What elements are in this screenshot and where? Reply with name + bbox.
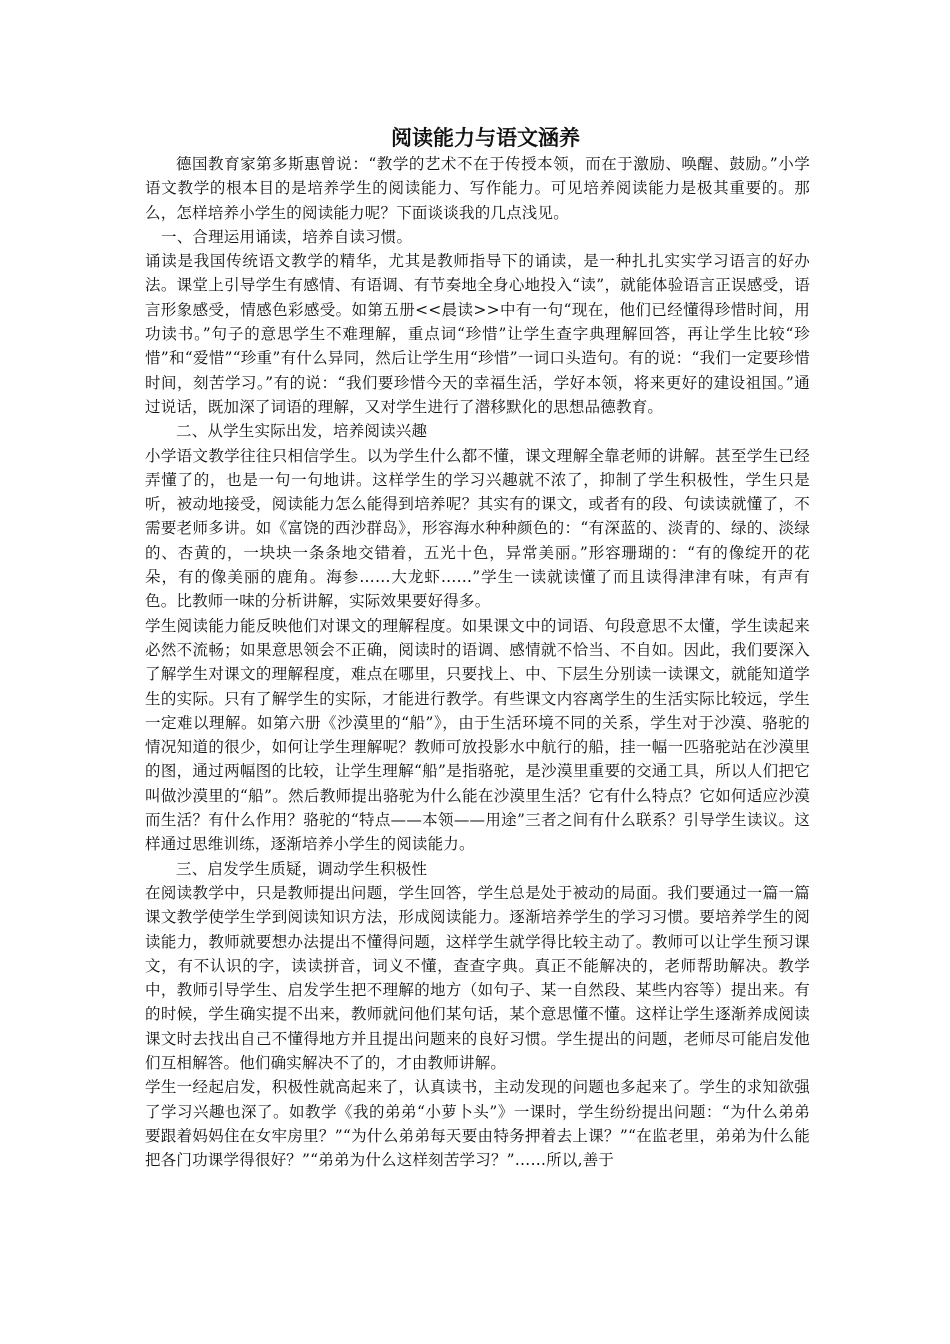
intro-paragraph: 德国教育家第多斯惠曾说：“教学的艺术不在于传授本领，而在于激励、唤醒、鼓励。”小学语文教学的根本目的是培养学生的阅读能力、写作能力。可见培养阅读能力是极其重要的。那么，怎样培养小学生的阅读能力呢？下面谈谈我的几点浅见。 bbox=[145, 155, 810, 222]
section-2-paragraph-2: 学生阅读能力能反映他们对课文的理解程度。如果课文中的词语、句段意思不太懂，学生读起来必然不流畅；如果意思领会不正确，阅读时的语调、感情就不恰当、不自如。因此，我们要深入了解学生对课文的理解程度，难点在哪里，只要找上、中、下层生分别读一读课文，就能知道学生的实际。只有了解学生的实际，才能进行教学。有些课文内容离学生的生活实际比较远，学生一定难以理解。如第六册《沙漠里的“船”》，由于生活环境不同的关系，学生对于沙漠、骆驼的情况知道的很少，如何让学生理解呢？教师可放投影水中航行的船，挂一幅一匹骆驼站在沙漠里的图，通过两幅图的比较，让学生理解“船”是指骆驼，是沙漠里重要的交通工具，所以人们把它叫做沙漠里的“船”。然后教师提出骆驼为什么能在沙漠里生活？它有什么特点？它如何适应沙漠而生活？有什么作用？骆驼的“特点——本领——用途”三者之间有什么联系？引导学生读议。这样通过思维训练，逐渐培养小学生的阅读能力。 bbox=[145, 616, 810, 854]
section-heading-3: 三、启发学生质疑，调动学生积极性 bbox=[176, 859, 428, 878]
document-title: 阅读能力与语文涵养 bbox=[391, 125, 580, 150]
document-body bbox=[145, 152, 810, 1172]
section-1-paragraph-1: 诵读是我国传统语文教学的精华，尤其是教师指导下的诵读，是一种扎扎实实学习语言的好办法。课堂上引导学生有感情、有语调、有节奏地全身心地投入“读”，就能体验语言正误感受，语言形象感受，情感色彩感受。如第五册<<晨读>>中有一句“现在，他们已经懂得珍惜时间，用功读书。”句子的意思学生不难理解，重点词“珍惜”让学生查字典理解回答，再让学生比较“珍惜”和“爱惜”“珍重”有什么异同，然后让学生用“珍惜”一词口头造句。有的说：“我们一定要珍惜时间，刻苦学习。”有的说：“我们要珍惜今天的幸福生活，学好本领，将来更好的建设祖国。”通过说话，既加深了词语的理解，又对学生进行了潜移默化的思想品德教育。 bbox=[145, 252, 810, 416]
section-2-paragraph-1: 小学语文教学往往只相信学生。以为学生什么都不懂，课文理解全靠老师的讲解。甚至学生已经弄懂了的，也是一句一句地讲。这样学生的学习兴趣就不浓了，抑制了学生积极性，学生只是听，被动地接受，阅读能力怎么能得到培养呢？其实有的课文，或者有的段、句读读就懂了，不需要老师多讲。如《富饶的西沙群岛》，形容海水种种颜色的：“有深蓝的、淡青的、绿的、淡绿的、杏黄的，一块块一条条地交错着，五光十色，异常美丽。”形容珊瑚的：“有的像绽开的花朵，有的像美丽的鹿角。海参……大龙虾……”学生一读就读懂了而且读得津津有味，有声有色。比教师一味的分析讲解，实际效果要好得多。 bbox=[145, 446, 810, 611]
section-3-paragraph-2: 学生一经起启发，积极性就高起来了，认真读书，主动发现的问题也多起来了。学生的求知欲强了学习兴趣也深了。如教学《我的弟弟“小萝卜头”》一课时，学生纷纷提出问题：“为什么弟弟要跟着妈妈住在女牢房里？”“为什么弟弟每天要由特务押着去上课？”“在监老里，弟弟为什么能把各门功课学得很好？”“弟弟为什么这样刻苦学习？”……所以,善于 bbox=[145, 1078, 810, 1170]
section-heading-2: 二、从学生实际出发，培养阅读兴趣 bbox=[176, 422, 428, 441]
section-heading-1: 一、合理运用诵读，培养自读习惯。 bbox=[161, 227, 413, 246]
document-page bbox=[145, 124, 810, 1172]
section-3-paragraph-1: 在阅读教学中，只是教师提出问题，学生回答，学生总是处于被动的局面。我们要通过一篇一篇课文教学使学生学到阅读知识方法，形成阅读能力。逐渐培养学生的学习习惯。要培养学生的阅读能力，教师就要想办法提出不懂得问题，这样学生就学得比较主动了。教师可以让学生预习课文，有不认识的字，读读拼音，词义不懂，查查字典。真正不能解决的，老师帮助解决。教学中，教师引导学生、启发学生把不理解的地方（如句子、某一自然段、某些内容等）提出来。有的时候，学生确实提不出来，教师就问他们某句话，某个意思懂不懂。这样让学生逐渐养成阅读课文时去找出自己不懂得地方并且提出问题来的良好习惯。学生提出的问题，老师尽可能启发他们互相解答。他们确实解决不了的，才由教师讲解。 bbox=[145, 883, 810, 1072]
